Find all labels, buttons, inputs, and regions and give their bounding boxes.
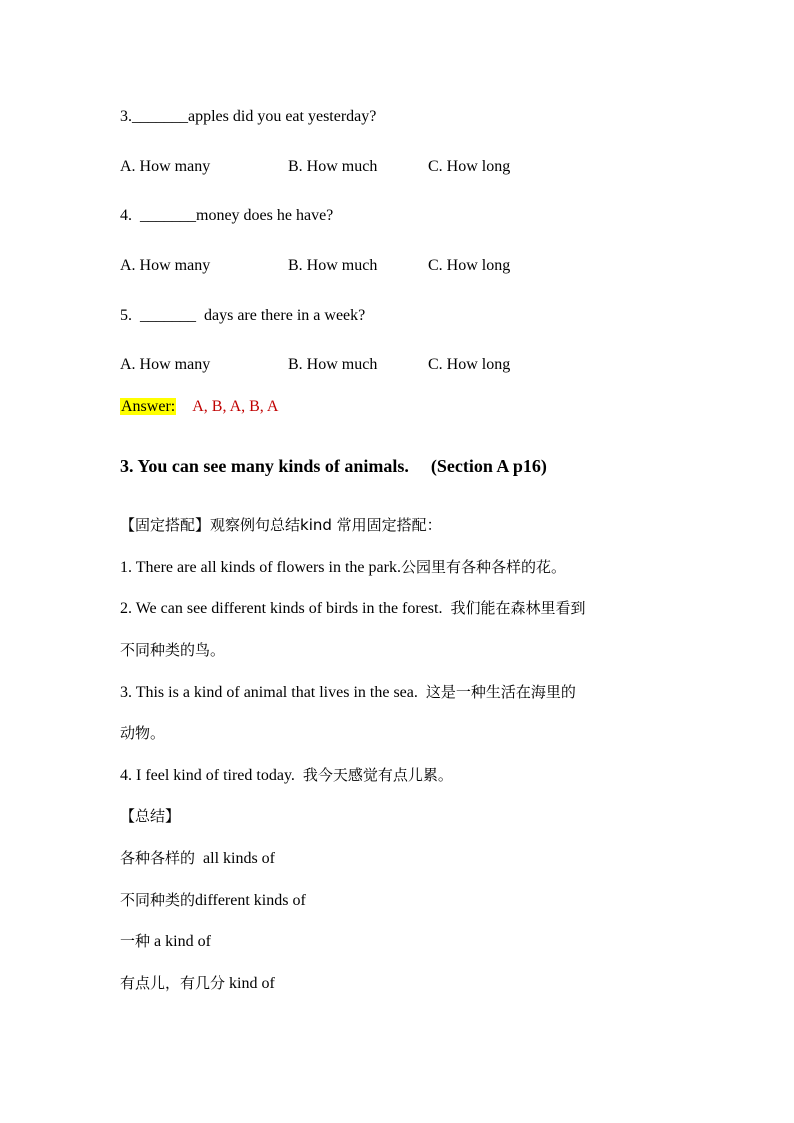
example-3-cn: 这是一种生活在海里的 (425, 683, 576, 701)
summary-item-1 (120, 848, 275, 869)
fixed-collocation-heading: 【固定搭配】观察例句总结kind 常用固定搭配： (120, 516, 442, 534)
question-5-option-b: B. How much (288, 356, 378, 373)
question-5-option-a: A. How many (120, 356, 211, 373)
summary-item-4-cn: 有点儿，有几分 (120, 974, 226, 992)
answer-values: A, B, A, B, A (192, 398, 279, 415)
question-4-blank: _______ (140, 207, 196, 224)
example-2-en: 2. We can see different kinds of birds in the forest. (120, 600, 443, 617)
example-2-cn: 我们能在森林里看到 (450, 599, 586, 617)
question-5-number: 5. (120, 307, 132, 324)
question-5 (120, 306, 365, 326)
example-4-en: 4. I feel kind of tired today. (120, 767, 295, 784)
summary-item-2-en: different kinds of (195, 892, 306, 909)
example-1-en: 1. There are all kinds of flowers in the park. (120, 559, 401, 576)
question-4-stem: money does he have? (196, 207, 334, 224)
example-1 (120, 557, 566, 578)
summary-item-3-en: a kind of (154, 933, 211, 950)
example-3-continued: 动物。 (120, 724, 166, 742)
question-3-stem: apples did you eat yesterday? (188, 108, 377, 125)
question-5-stem: days are there in a week? (204, 307, 366, 324)
summary-item-1-cn: 各种各样的 (120, 849, 196, 867)
question-3-blank: _______ (132, 108, 188, 125)
question-4-option-c: C. How long (428, 257, 511, 274)
summary-item-2-cn: 不同种类的 (120, 891, 196, 909)
example-3-en: 3. This is a kind of animal that lives in the sea. (120, 684, 418, 701)
question-4-option-a: A. How many (120, 257, 211, 274)
example-3 (120, 682, 576, 703)
question-4 (120, 206, 333, 226)
summary-item-3-cn: 一种 (120, 932, 151, 950)
summary-item-2 (120, 890, 306, 911)
summary-item-3 (120, 931, 211, 952)
summary-heading: 【总结】 (120, 807, 181, 825)
example-2 (120, 598, 586, 619)
question-5-option-c: C. How long (428, 356, 511, 373)
answer-label: Answer: (121, 398, 176, 415)
example-2-continued: 不同种类的鸟。 (120, 641, 226, 659)
question-4-option-b: B. How much (288, 257, 378, 274)
summary-item-4 (120, 973, 275, 994)
question-3-option-a: A. How many (120, 158, 211, 175)
answer-line (120, 397, 278, 417)
section-ref: (Section A p16) (430, 456, 547, 476)
question-3-option-b: B. How much (288, 158, 378, 175)
example-4-cn: 我今天感觉有点儿累。 (302, 766, 453, 784)
example-1-cn: 公园里有各种各样的花。 (400, 558, 566, 576)
question-4-number: 4. (120, 207, 132, 224)
question-3 (120, 107, 376, 127)
summary-item-1-en: all kinds of (203, 850, 276, 867)
question-5-blank: _______ (140, 307, 196, 324)
summary-item-4-en: kind of (229, 975, 275, 992)
example-4 (120, 765, 453, 786)
question-3-option-c: C. How long (428, 158, 511, 175)
question-3-number: 3. (120, 108, 132, 125)
section-heading (120, 455, 547, 477)
section-title: 3. You can see many kinds of animals. (120, 456, 409, 476)
